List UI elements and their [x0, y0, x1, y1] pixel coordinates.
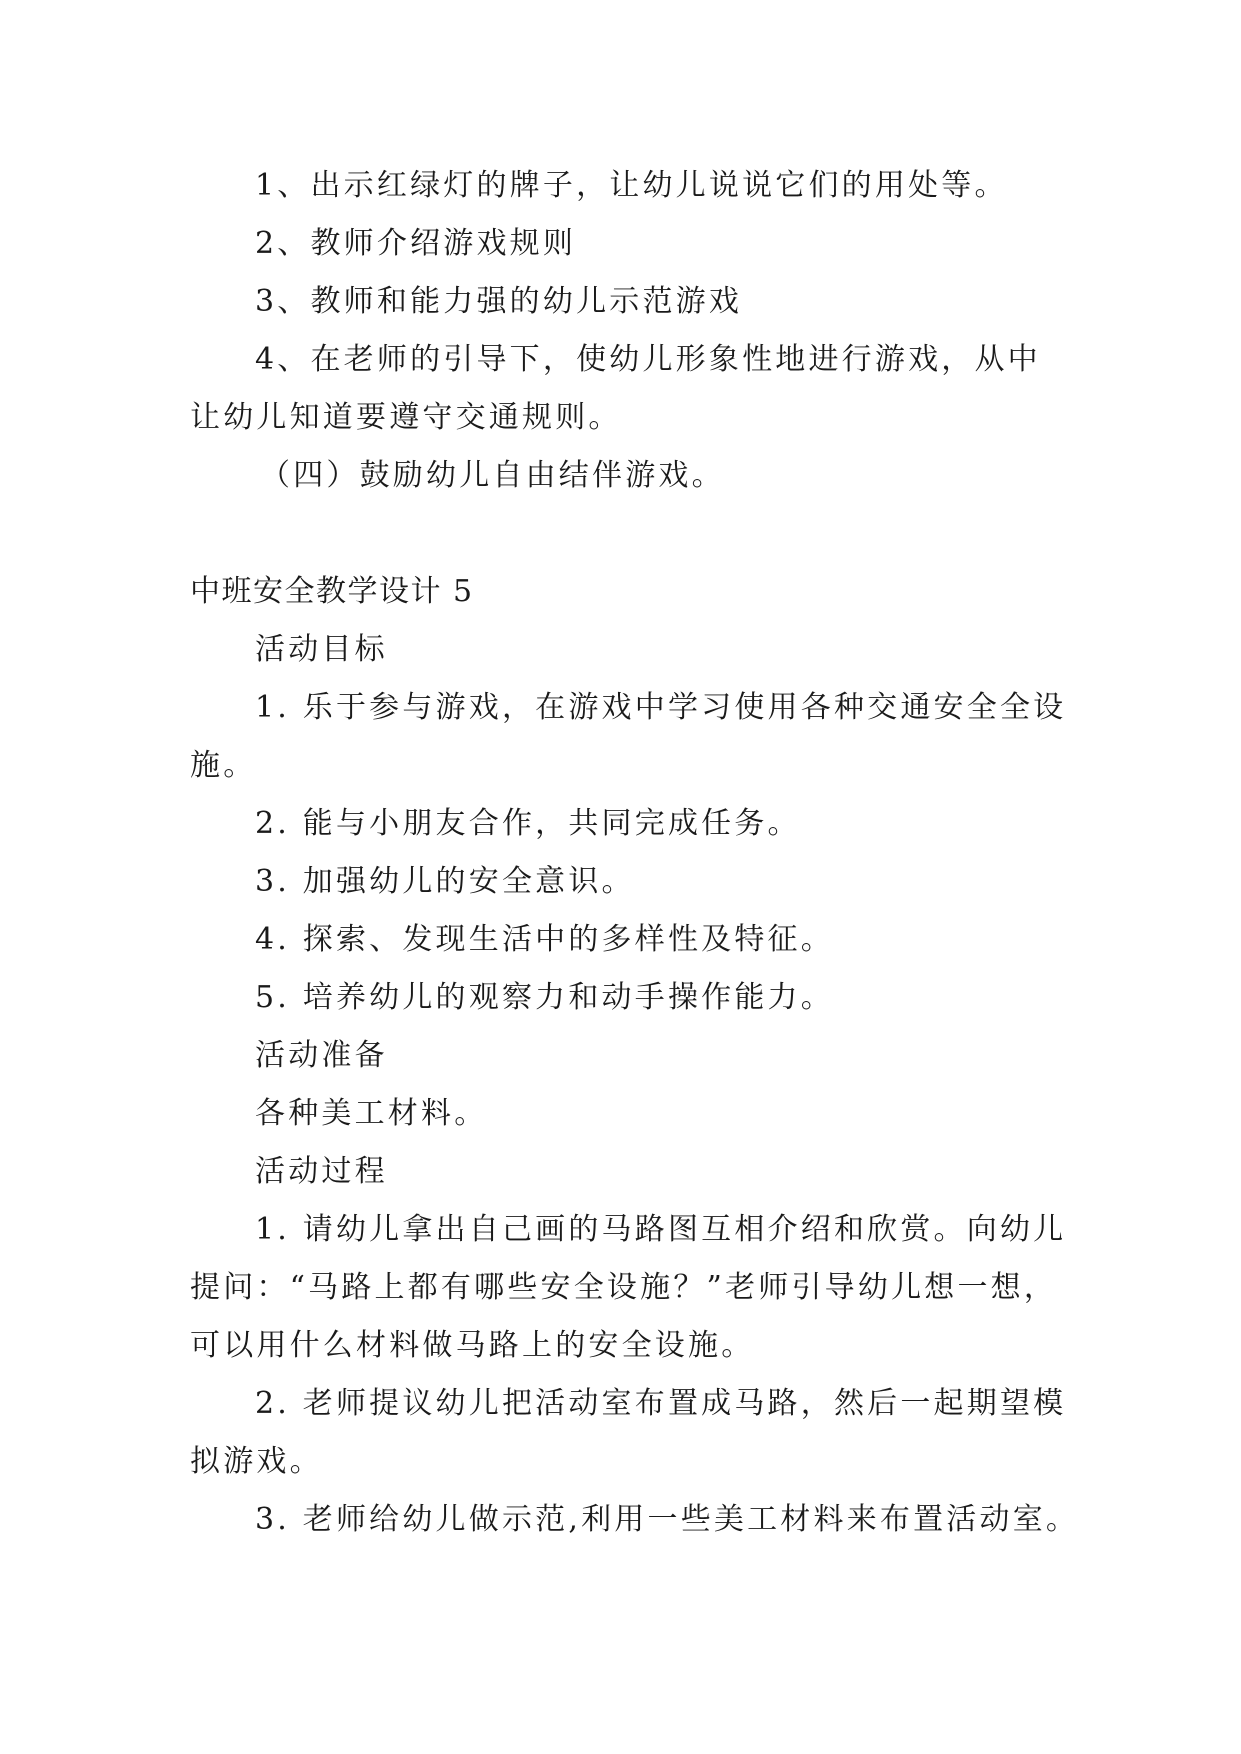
prep-materials: 各种美工材料。: [255, 1096, 488, 1131]
prep-heading: 活动准备: [255, 1038, 388, 1073]
process-1-line-3: 可以用什么材料做马路上的安全设施。: [190, 1328, 755, 1363]
process-2-line-2: 拟游戏。: [190, 1444, 323, 1479]
process-1-line-1: 1. 请幼儿拿出自己画的马路图互相介绍和欣赏。向幼儿: [255, 1212, 1067, 1247]
goal-1-line-1: 1. 乐于参与游戏，在游戏中学习使用各种交通安全全设: [255, 690, 1067, 725]
goal-4: 4. 探索、发现生活中的多样性及特征。: [255, 922, 834, 957]
process-2-line-1: 2. 老师提议幼儿把活动室布置成马路，然后一起期望模: [255, 1386, 1067, 1421]
list-item-2: 2、教师介绍游戏规则: [255, 226, 577, 261]
list-item-4-line-1: 4、在老师的引导下，使幼儿形象性地进行游戏，从中: [255, 342, 1041, 377]
process-heading: 活动过程: [255, 1154, 388, 1189]
list-item-4-line-2: 让幼儿知道要遵守交通规则。: [190, 400, 622, 435]
section-title: 中班安全教学设计 5: [190, 574, 474, 609]
goals-heading: 活动目标: [255, 632, 388, 667]
process-3: 3. 老师给幼儿做示范,利用一些美工材料来布置活动室。: [255, 1502, 1080, 1537]
goal-2: 2. 能与小朋友合作，共同完成任务。: [255, 806, 801, 841]
step-four: （四）鼓励幼儿自由结伴游戏。: [260, 458, 725, 493]
list-item-1: 1、出示红绿灯的牌子，让幼儿说说它们的用处等。: [255, 168, 1008, 203]
goal-5: 5. 培养幼儿的观察力和动手操作能力。: [255, 980, 834, 1015]
process-1-line-2: 提问：“马路上都有哪些安全设施？”老师引导幼儿想一想，: [190, 1270, 1058, 1305]
list-item-3: 3、教师和能力强的幼儿示范游戏: [255, 284, 743, 319]
goal-1-line-2: 施。: [190, 748, 257, 783]
goal-3: 3. 加强幼儿的安全意识。: [255, 864, 635, 899]
